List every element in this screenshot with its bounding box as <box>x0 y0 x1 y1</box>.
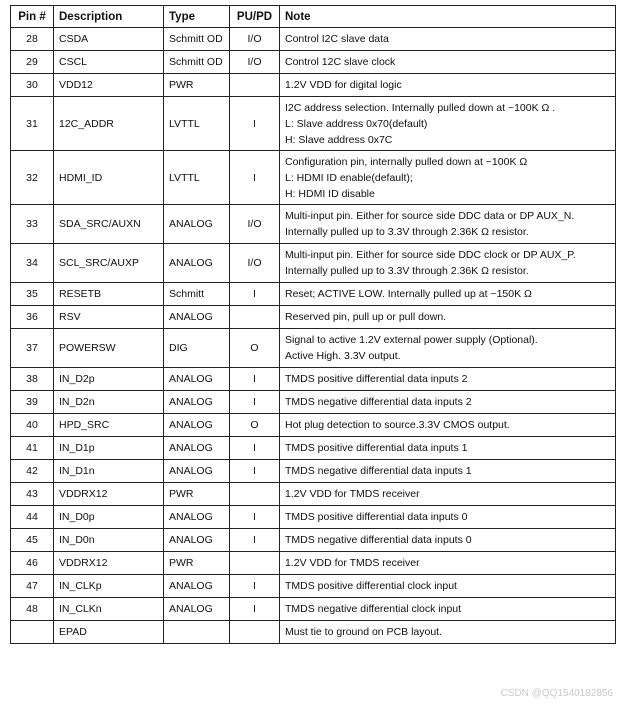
pupd-cell: I <box>230 151 280 205</box>
note-cell <box>280 51 616 74</box>
note-line: 1.2V VDD for TMDS receiver <box>285 557 420 569</box>
type-cell: ANALOG <box>164 529 230 552</box>
note-line: TMDS positive differential data inputs 0 <box>285 511 468 523</box>
type-cell: PWR <box>164 483 230 506</box>
description-cell: SDA_SRC/AUXN <box>54 205 164 244</box>
description-cell: CSCL <box>54 51 164 74</box>
note-cell <box>280 598 616 621</box>
header-type: Type <box>164 6 230 28</box>
description-cell: POWERSW <box>54 329 164 368</box>
description-cell: HPD_SRC <box>54 414 164 437</box>
pin-cell: 30 <box>11 74 54 97</box>
note-cell <box>280 506 616 529</box>
note-line: Control 12C slave clock <box>285 56 396 68</box>
note-line: TMDS negative differential data inputs 2 <box>285 396 472 408</box>
pupd-cell: I/O <box>230 205 280 244</box>
note-line: Control I2C slave data <box>285 33 389 45</box>
pin-table <box>10 5 616 644</box>
pin-cell: 34 <box>11 244 54 283</box>
type-cell: ANALOG <box>164 414 230 437</box>
pupd-cell <box>230 483 280 506</box>
note-line: Multi-input pin. Either for source side DDC data or DP AUX_N. <box>285 210 575 222</box>
type-cell <box>164 621 230 644</box>
description-cell: 12C_ADDR <box>54 97 164 151</box>
note-line: Reserved pin, pull up or pull down. <box>285 311 447 323</box>
pupd-cell <box>230 306 280 329</box>
note-line: H: HDMI ID disable <box>285 187 375 200</box>
note-cell <box>280 437 616 460</box>
note-line: Internally pulled up to 3.3V through 2.36K Ω resistor. <box>285 226 529 238</box>
header-row <box>11 6 616 28</box>
description-cell: VDDRX12 <box>54 552 164 575</box>
note-cell <box>280 74 616 97</box>
table-row <box>11 74 616 97</box>
type-cell: ANALOG <box>164 575 230 598</box>
pupd-cell: I <box>230 460 280 483</box>
note-line: Internally pulled up to 3.3V through 2.36K Ω resistor. <box>285 265 529 277</box>
pin-cell: 38 <box>11 368 54 391</box>
table-row <box>11 506 616 529</box>
pupd-cell: I <box>230 97 280 151</box>
type-cell: ANALOG <box>164 205 230 244</box>
pin-cell: 45 <box>11 529 54 552</box>
pupd-cell: I <box>230 598 280 621</box>
note-line: Hot plug detection to source.3.3V CMOS output. <box>285 419 510 431</box>
pupd-cell: I/O <box>230 51 280 74</box>
note-line: TMDS negative differential data inputs 0 <box>285 534 472 546</box>
table-row <box>11 151 616 205</box>
note-cell <box>280 368 616 391</box>
note-line: TMDS positive differential data inputs 1 <box>285 442 468 454</box>
type-cell: ANALOG <box>164 506 230 529</box>
description-cell: IN_D0p <box>54 506 164 529</box>
note-cell <box>280 97 616 151</box>
note-cell <box>280 329 616 368</box>
note-line: Signal to active 1.2V external power supply (Optional). <box>285 334 538 346</box>
description-cell: SCL_SRC/AUXP <box>54 244 164 283</box>
pupd-cell <box>230 74 280 97</box>
type-cell: Schmitt OD <box>164 28 230 51</box>
note-line: Reset; ACTIVE LOW. Internally pulled up at ~150K Ω <box>285 288 532 300</box>
table-row <box>11 368 616 391</box>
table-row <box>11 437 616 460</box>
table-row <box>11 529 616 552</box>
table-row <box>11 598 616 621</box>
note-line: Configuration pin, internally pulled down at ~100K Ω <box>285 155 528 168</box>
table-row <box>11 460 616 483</box>
pupd-cell: I <box>230 575 280 598</box>
description-cell: EPAD <box>54 621 164 644</box>
pin-cell: 37 <box>11 329 54 368</box>
note-line: TMDS negative differential data inputs 1 <box>285 465 472 477</box>
type-cell: LVTTL <box>164 151 230 205</box>
description-cell: VDDRX12 <box>54 483 164 506</box>
table-row <box>11 97 616 151</box>
type-cell: ANALOG <box>164 244 230 283</box>
note-line: 1.2V VDD for digital logic <box>285 79 402 91</box>
type-cell: DIG <box>164 329 230 368</box>
note-line: TMDS positive differential clock input <box>285 580 457 592</box>
note-cell <box>280 483 616 506</box>
note-cell <box>280 460 616 483</box>
type-cell: Schmitt OD <box>164 51 230 74</box>
note-line: 1.2V VDD for TMDS receiver <box>285 488 420 500</box>
type-cell: ANALOG <box>164 598 230 621</box>
pupd-cell: O <box>230 329 280 368</box>
type-cell: ANALOG <box>164 391 230 414</box>
pupd-cell: I <box>230 283 280 306</box>
table-row <box>11 244 616 283</box>
type-cell: PWR <box>164 552 230 575</box>
note-line: L: HDMI ID enable(default); <box>285 171 413 184</box>
pin-cell: 43 <box>11 483 54 506</box>
table-row <box>11 391 616 414</box>
pupd-cell <box>230 621 280 644</box>
note-cell <box>280 306 616 329</box>
pin-cell: 32 <box>11 151 54 205</box>
pupd-cell: I <box>230 506 280 529</box>
description-cell: VDD12 <box>54 74 164 97</box>
pin-cell: 44 <box>11 506 54 529</box>
description-cell: IN_D2n <box>54 391 164 414</box>
description-cell: HDMI_ID <box>54 151 164 205</box>
type-cell: LVTTL <box>164 97 230 151</box>
type-cell: ANALOG <box>164 437 230 460</box>
pin-cell: 31 <box>11 97 54 151</box>
header-note: Note <box>280 6 616 28</box>
description-cell: CSDA <box>54 28 164 51</box>
pin-cell: 28 <box>11 28 54 51</box>
pupd-cell: I <box>230 368 280 391</box>
pupd-cell: I <box>230 437 280 460</box>
note-line: Multi-input pin. Either for source side DDC clock or DP AUX_P. <box>285 249 576 261</box>
pin-cell: 36 <box>11 306 54 329</box>
table-row <box>11 205 616 244</box>
pupd-cell: I <box>230 529 280 552</box>
type-cell: Schmitt <box>164 283 230 306</box>
header-pin: Pin # <box>11 6 54 28</box>
header-description: Description <box>54 6 164 28</box>
description-cell: IN_D0n <box>54 529 164 552</box>
table-row <box>11 483 616 506</box>
pin-cell: 33 <box>11 205 54 244</box>
note-line: I2C address selection. Internally pulled down at ~100K Ω . <box>285 101 556 114</box>
type-cell: ANALOG <box>164 460 230 483</box>
description-cell: IN_D1p <box>54 437 164 460</box>
note-line: Must tie to ground on PCB layout. <box>285 626 443 638</box>
note-cell <box>280 151 616 205</box>
pin-cell: 46 <box>11 552 54 575</box>
pupd-cell: O <box>230 414 280 437</box>
type-cell: ANALOG <box>164 306 230 329</box>
pin-cell: 42 <box>11 460 54 483</box>
pin-cell: 41 <box>11 437 54 460</box>
description-cell: RSV <box>54 306 164 329</box>
type-cell: PWR <box>164 74 230 97</box>
note-cell <box>280 414 616 437</box>
type-cell: ANALOG <box>164 368 230 391</box>
table-row <box>11 552 616 575</box>
note-line: H: Slave address 0x7C <box>285 133 393 146</box>
note-cell <box>280 391 616 414</box>
note-line: Active High. 3.3V output. <box>285 350 401 362</box>
note-cell <box>280 28 616 51</box>
table-row <box>11 28 616 51</box>
pin-cell: 48 <box>11 598 54 621</box>
note-line: L: Slave address 0x70(default) <box>285 117 428 130</box>
table-row <box>11 621 616 644</box>
note-line: TMDS negative differential clock input <box>285 603 462 615</box>
pupd-cell: I/O <box>230 28 280 51</box>
table-row <box>11 306 616 329</box>
note-cell <box>280 283 616 306</box>
pupd-cell: I/O <box>230 244 280 283</box>
pin-cell: 35 <box>11 283 54 306</box>
table-row <box>11 414 616 437</box>
pin-cell: 40 <box>11 414 54 437</box>
note-cell <box>280 529 616 552</box>
pin-cell: 39 <box>11 391 54 414</box>
note-cell <box>280 575 616 598</box>
table-row <box>11 329 616 368</box>
table-row <box>11 575 616 598</box>
note-line: TMDS positive differential data inputs 2 <box>285 373 468 385</box>
pupd-cell <box>230 552 280 575</box>
watermark: CSDN @QQ1540182856 <box>500 688 613 699</box>
description-cell: IN_D2p <box>54 368 164 391</box>
pupd-cell: I <box>230 391 280 414</box>
pin-cell <box>11 621 54 644</box>
header-pupd: PU/PD <box>230 6 280 28</box>
pin-cell: 47 <box>11 575 54 598</box>
description-cell: RESETB <box>54 283 164 306</box>
note-cell <box>280 552 616 575</box>
description-cell: IN_CLKp <box>54 575 164 598</box>
pin-cell: 29 <box>11 51 54 74</box>
table-row <box>11 283 616 306</box>
description-cell: IN_CLKn <box>54 598 164 621</box>
table-row <box>11 51 616 74</box>
note-cell <box>280 205 616 244</box>
description-cell: IN_D1n <box>54 460 164 483</box>
note-cell <box>280 244 616 283</box>
note-cell <box>280 621 616 644</box>
